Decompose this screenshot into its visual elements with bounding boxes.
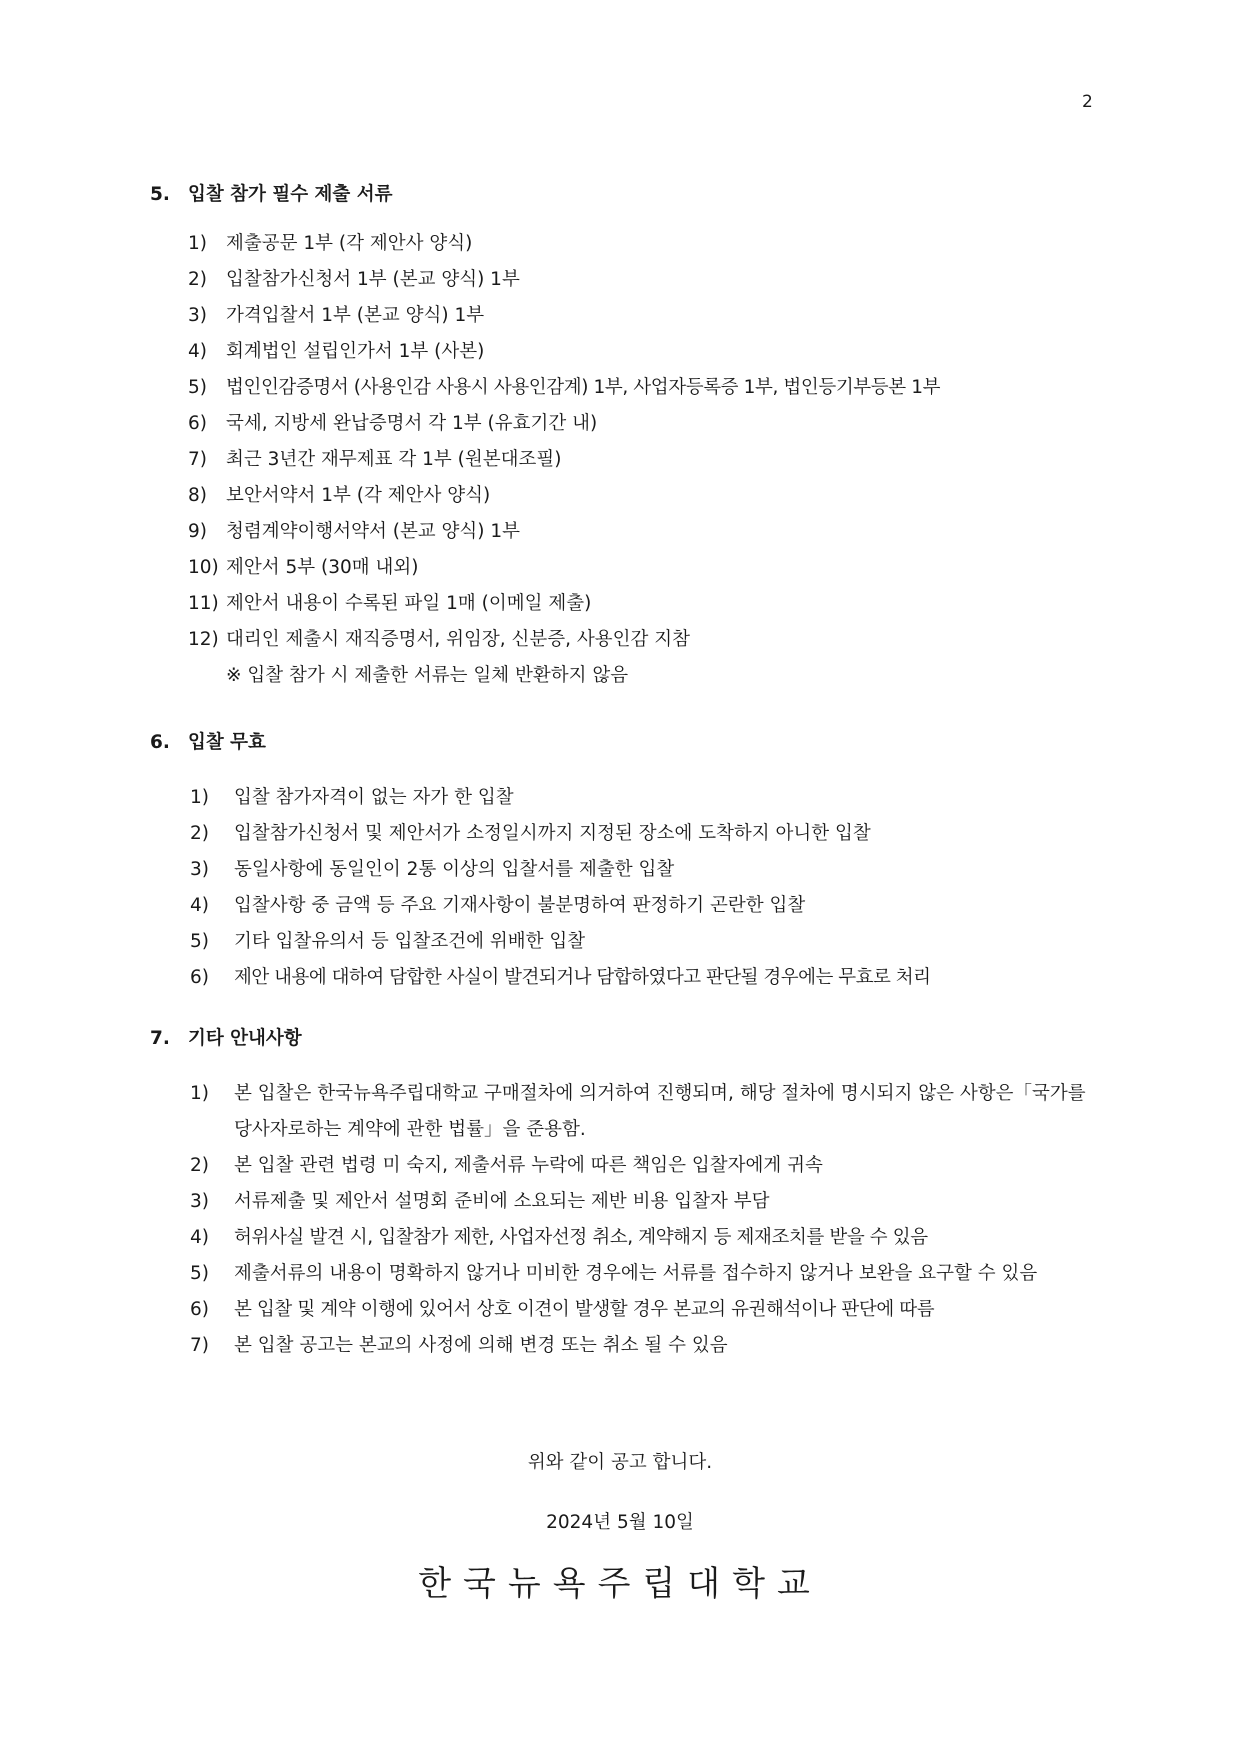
list-item <box>150 1148 1090 1184</box>
item-text: 회계법인 설립인가서 1부 (사본) <box>226 341 485 362</box>
item-number: 2) <box>190 823 209 844</box>
section-required-documents <box>150 178 1090 694</box>
item-number: 1) <box>190 787 209 808</box>
list-item <box>150 478 1090 514</box>
item-text: 본 입찰 및 계약 이행에 있어서 상호 이견이 발생할 경우 본교의 유권해석이나 판단에 따름 <box>234 1299 935 1320</box>
item-text: 본 입찰 공고는 본교의 사정에 의해 변경 또는 취소 될 수 있음 <box>234 1335 728 1356</box>
item-number: 2) <box>188 269 207 290</box>
item-text: 허위사실 발견 시, 입찰참가 제한, 사업자선정 취소, 계약해지 등 제재조치를 받을 수 있음 <box>234 1227 928 1248</box>
item-number: 4) <box>190 1227 209 1248</box>
list-item <box>150 924 1090 960</box>
item-number: 6) <box>190 967 209 988</box>
list-item <box>150 1256 1090 1292</box>
item-text: 본 입찰 관련 법령 미 숙지, 제출서류 누락에 따른 책임은 입찰자에게 귀속 <box>234 1155 823 1176</box>
list-item <box>150 888 1090 924</box>
list-item <box>150 586 1090 622</box>
document-list <box>150 226 1090 658</box>
list-item <box>150 1076 1090 1148</box>
section-title <box>150 178 1090 212</box>
item-number: 12) <box>188 629 219 650</box>
list-item <box>150 442 1090 478</box>
item-number: 5) <box>190 931 209 952</box>
item-text: 서류제출 및 제안서 설명회 준비에 소요되는 제반 비용 입찰자 부담 <box>234 1191 770 1212</box>
item-number: 6) <box>188 413 207 434</box>
item-text: 보안서약서 1부 (각 제안사 양식) <box>226 485 491 506</box>
list-item <box>150 298 1090 334</box>
item-number: 5) <box>190 1263 209 1284</box>
section-title-text: 기타 안내사항 <box>188 1028 302 1049</box>
item-number: 11) <box>188 593 219 614</box>
list-item <box>150 370 1090 406</box>
item-number: 3) <box>188 305 207 326</box>
item-text: 입찰참가신청서 1부 (본교 양식) 1부 <box>226 269 520 290</box>
item-number: 7) <box>190 1335 209 1356</box>
item-number: 4) <box>190 895 209 916</box>
list-item <box>150 960 1090 996</box>
item-text: 제안 내용에 대하여 담합한 사실이 발견되거나 담합하였다고 판단될 경우에는 무효로 처리 <box>234 967 931 988</box>
item-text: 법인인감증명서 (사용인감 사용시 사용인감계) 1부, 사업자등록증 1부, 법인등기부등본 1부 <box>226 377 941 398</box>
item-number: 2) <box>190 1155 209 1176</box>
announcement-date: 2024년 5월 10일 <box>546 1512 694 1533</box>
item-text: 국세, 지방세 완납증명서 각 1부 (유효기간 내) <box>226 413 598 434</box>
list-item <box>150 514 1090 550</box>
item-text: 입찰 참가자격이 없는 자가 한 입찰 <box>234 787 514 808</box>
item-text: 대리인 제출시 재직증명서, 위임장, 신분증, 사용인감 지참 <box>226 629 690 650</box>
list-item <box>150 334 1090 370</box>
section-title <box>150 726 1090 760</box>
list-item <box>150 550 1090 586</box>
item-text: 제안서 5부 (30매 내외) <box>226 557 419 578</box>
item-number: 9) <box>188 521 207 542</box>
item-number: 3) <box>190 1191 209 1212</box>
item-number: 6) <box>190 1299 209 1320</box>
item-text: 청렴계약이행서약서 (본교 양식) 1부 <box>226 521 521 542</box>
closing-statement: 위와 같이 공고 합니다. <box>527 1452 713 1473</box>
item-text: 제출서류의 내용이 명확하지 않거나 미비한 경우에는 서류를 접수하지 않거나 보완을 요구할 수 있음 <box>234 1263 1038 1284</box>
section-number: 6. <box>150 732 170 753</box>
item-number: 10) <box>188 557 219 578</box>
list-item <box>150 622 1090 658</box>
item-number: 5) <box>188 377 207 398</box>
list-item <box>150 226 1090 262</box>
list-item <box>150 406 1090 442</box>
item-text: 기타 입찰유의서 등 입찰조건에 위배한 입찰 <box>234 931 586 952</box>
section-number: 7. <box>150 1028 170 1049</box>
item-number: 3) <box>190 859 209 880</box>
notice-list <box>150 1076 1090 1364</box>
list-item <box>150 262 1090 298</box>
list-item <box>150 816 1090 852</box>
section-number: 5. <box>150 184 170 205</box>
invalidation-list <box>150 780 1090 996</box>
item-number: 1) <box>190 1083 209 1104</box>
item-text: 제출공문 1부 (각 제안사 양식) <box>226 233 473 254</box>
section-bid-invalidation <box>150 726 1090 996</box>
item-text: 입찰참가신청서 및 제안서가 소정일시까지 지정된 장소에 도착하지 아니한 입찰 <box>234 823 871 844</box>
return-policy-note: ※ 입찰 참가 시 제출한 서류는 일체 반환하지 않음 <box>226 665 629 686</box>
section-title-text: 입찰 무효 <box>188 732 266 753</box>
item-number: 7) <box>188 449 207 470</box>
page-number: 2 <box>1082 92 1093 112</box>
item-text: 최근 3년간 재무제표 각 1부 (원본대조필) <box>226 449 562 470</box>
organization-name: 한국뉴욕주립대학교 <box>418 1564 822 1604</box>
list-item <box>150 1292 1090 1328</box>
item-number: 1) <box>188 233 207 254</box>
item-number: 4) <box>188 341 207 362</box>
section-other-notices <box>150 1022 1090 1364</box>
item-text: 가격입찰서 1부 (본교 양식) 1부 <box>226 305 485 326</box>
item-text: 제안서 내용이 수록된 파일 1매 (이메일 제출) <box>226 593 592 614</box>
item-number: 8) <box>188 485 207 506</box>
section-title <box>150 1022 1090 1056</box>
list-item <box>150 1220 1090 1256</box>
item-text: 본 입찰은 한국뉴욕주립대학교 구매절차에 의거하여 진행되며, 해당 절차에 명시되지 않은 사항은「국가를 당사자로하는 계약에 관한 법률」을 준용함. <box>234 1083 1086 1140</box>
item-text: 입찰사항 중 금액 등 주요 기재사항이 불분명하여 판정하기 곤란한 입찰 <box>234 895 806 916</box>
list-item <box>150 1184 1090 1220</box>
list-item <box>150 780 1090 816</box>
section-title-text: 입찰 참가 필수 제출 서류 <box>188 184 393 205</box>
list-item <box>150 1328 1090 1364</box>
list-item <box>150 852 1090 888</box>
item-text: 동일사항에 동일인이 2통 이상의 입찰서를 제출한 입찰 <box>234 859 675 880</box>
